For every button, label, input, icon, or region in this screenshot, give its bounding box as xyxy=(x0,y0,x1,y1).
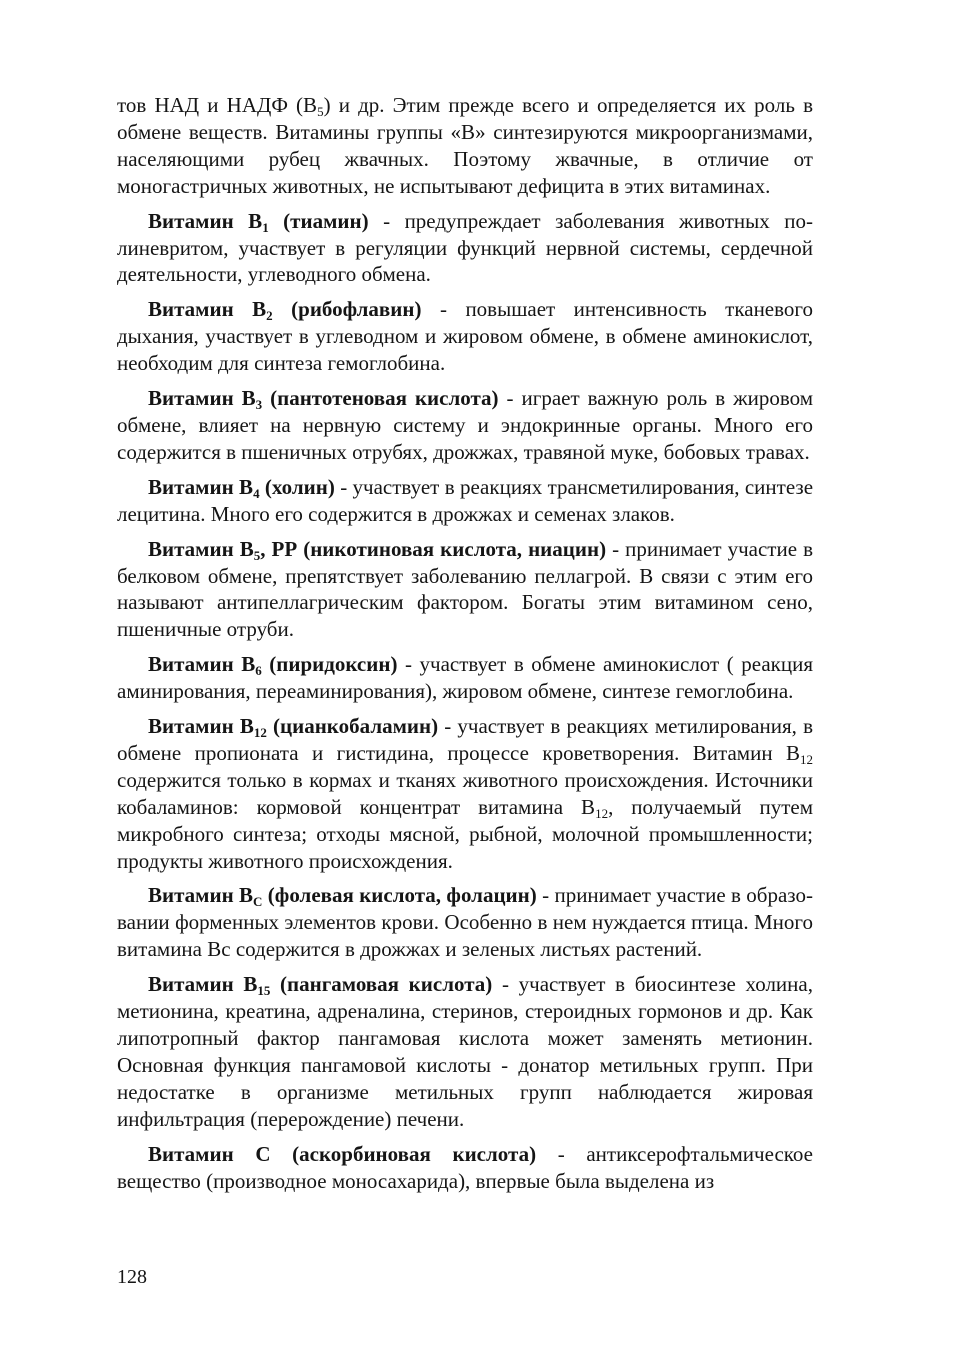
paragraph-text: ) и др. Этим прежде всего и определяется их роль в обмене веществ. Витамины группы «В» синтезируются микроорганизмами, населяющими рубец жвачных. Поэтому жвачные, в отличие от моногастричных животных, не испытывают дефицита в этих витаминах. xyxy=(117,93,813,198)
paragraph-text: - участвует в обмене аминокислот ( реакция аминирования, переаминирования), жировом обмене, синтезе гемоглобина. xyxy=(117,652,813,704)
paragraph-b15 xyxy=(117,971,813,1132)
paragraph-b2 xyxy=(117,296,813,377)
paragraph-text: - принимает участие в образовании форменных элементов крови. Особенно в нем нуждается птица. Много витамина Вс содержится в дрожжах и зеленых листьях растений. xyxy=(117,883,813,962)
vitamin-term: (рибофлавин) xyxy=(272,297,422,322)
paragraph-text: - участвует в биосинтезе холина, метионина, креатина, адреналина, стеринов, стероидных гормонов и др. Как липотропный фактор пангамовая кислота может заменять метионин. Основная функция пангамовой кислоты - донатор метильных групп. При недостатке в организме метильных групп наблюдается жировая инфильтрация (перерождение) печени. xyxy=(117,972,813,1131)
vitamin-term: (цианкобаламин) xyxy=(266,714,439,739)
paragraph-b12 xyxy=(117,713,813,874)
paragraph-text: содержится только в кормах и тканях животного происхождения. Источники кобаламинов: кормовой концентрат витамина В xyxy=(117,767,813,819)
paragraph-b4 xyxy=(117,474,813,528)
paragraph-intro xyxy=(117,92,813,200)
subscript: С xyxy=(253,894,263,910)
vitamin-term: Витамин В xyxy=(148,536,254,561)
paragraph-text: - играет важную роль в жировом обмене, влияет на нервную систему и эндокринные органы. Много его содержится в пшеничных отрубях, дрожжах, травяной муке, бобовых травах. xyxy=(117,386,813,464)
paragraph-text: - принимает участие в белковом обмене, препятствует заболеванию пеллагрой. В связи с этим его называют антипеллагрическим фактором. Богаты этим витамином сено, пшеничные отруби. xyxy=(117,536,813,642)
paragraph-text: , получаемый путем микробного синтеза; отходы мясной, рыбной, молочной промышленности; продукты животного происхождения. xyxy=(117,794,813,873)
vitamin-term: , РР (никотиновая кислота, ниацин) xyxy=(260,536,607,561)
paragraph-text: - участвует в реакциях метилирования, в обмене пропионата и гистидина, процессе кроветворения. Витамин В xyxy=(117,714,814,765)
vitamin-term: Витамин В xyxy=(148,208,263,233)
vitamin-term: Витамин С (аскорбиновая кислота) xyxy=(148,1141,537,1166)
paragraph-b1 xyxy=(117,208,813,289)
vitamin-term: (фолевая кислота, фолацин) xyxy=(262,883,537,908)
subscript: 3 xyxy=(255,397,263,413)
subscript: 5 xyxy=(317,104,324,119)
vitamin-term: (пангамовая кислота) xyxy=(270,972,493,997)
vitamin-term: Витамин В xyxy=(148,474,254,499)
subscript: 2 xyxy=(266,308,273,324)
vitamin-term: Витамин В xyxy=(148,652,256,677)
subscript: 6 xyxy=(255,663,262,679)
subscript: 15 xyxy=(257,983,271,999)
subscript: 12 xyxy=(800,751,813,767)
vitamin-term: (холин) xyxy=(259,474,335,499)
paragraph-bc xyxy=(117,882,813,963)
paragraph-b3 xyxy=(117,385,813,466)
subscript: 1 xyxy=(262,219,269,235)
vitamin-term: (пиридоксин) xyxy=(261,652,398,677)
page-number: 128 xyxy=(117,1266,147,1288)
vitamin-term: Витамин В xyxy=(148,386,256,411)
vitamin-term: (тиамин) xyxy=(268,208,369,233)
vitamin-term: Витамин В xyxy=(148,297,267,322)
vitamin-term: Витамин В xyxy=(148,972,258,997)
vitamin-term: (пантотеновая кислота) xyxy=(262,386,499,411)
paragraph-text: - антиксерофтальмическое вещество (производное моносахарида), впервые была выделена из xyxy=(117,1141,813,1193)
subscript: 5 xyxy=(253,547,261,563)
paragraph-b5 xyxy=(117,536,813,644)
paragraph-text: - участвует в реакциях трансметилирования, синтезе лецитина. Много его содержится в дрожжах и семенах злаков. xyxy=(117,474,814,526)
paragraph-b6 xyxy=(117,651,813,705)
paragraph-text: тов НАД и НАДФ (В xyxy=(117,93,318,117)
paragraph-c xyxy=(117,1141,813,1195)
page-body-text xyxy=(117,92,813,1202)
paragraph-text: - повышает интенсивность тканевого дыхания, участвует в углеводном и жировом обмене, в обмене аминокислот, необходим для синтеза гемоглобина. xyxy=(117,297,813,376)
subscript: 4 xyxy=(253,485,260,501)
vitamin-term: Витамин В xyxy=(148,714,254,739)
vitamin-term: Витамин В xyxy=(148,883,254,908)
subscript: 12 xyxy=(595,805,609,821)
subscript: 12 xyxy=(253,725,267,741)
paragraph-text: - предупреждает заболевания животных полиневритом, участвует в регуляции функций нервной системы, сердечной деятельности, углеводного обмена. xyxy=(117,208,813,287)
